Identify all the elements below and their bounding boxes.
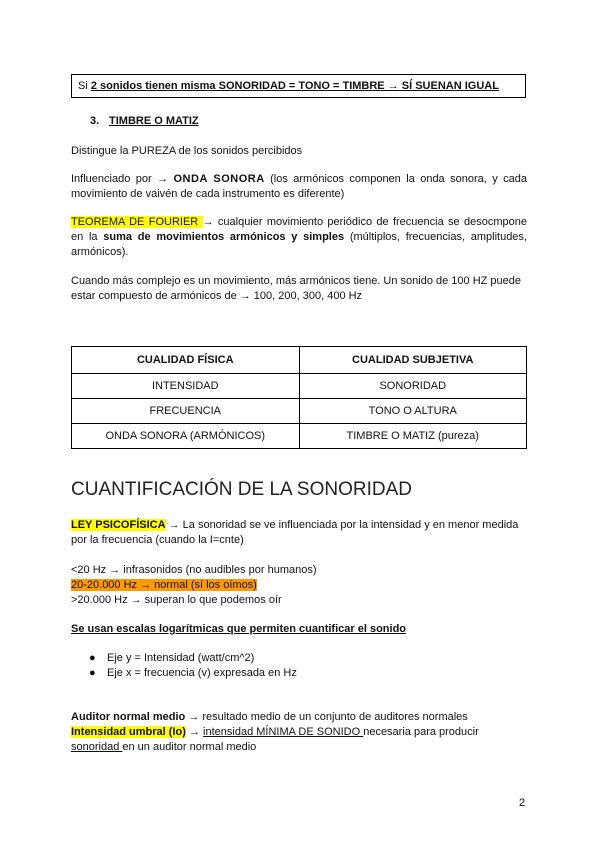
table-cell: ONDA SONORA (ARMÓNICOS)	[72, 424, 300, 449]
bullet-icon: ●	[89, 652, 96, 664]
fourier-bold-term: suma de movimientos armónicos y simples	[103, 231, 345, 243]
table-cell: TIMBRE O MATIZ (pureza)	[299, 424, 527, 449]
table-cell: FRECUENCIA	[72, 399, 300, 424]
fourier-text: → cualquier movimiento periódico de frecuencia se desocmpone en la	[71, 216, 527, 243]
bullet-icon: ●	[89, 667, 96, 679]
umbral-minima: intensidad MÍNIMA DE SONIDO	[203, 726, 364, 738]
boxed-note-statement: 2 sonidos tienen misma SONORIDAD = TONO = TIMBRE → SÍ SUENAN IGUAL	[90, 80, 499, 92]
list-item-text: Eje x = frecuencia (v) expresada en Hz	[107, 667, 297, 679]
table-cell: SONORIDAD	[299, 374, 527, 399]
header-fisica: CUALIDAD FÍSICA	[72, 347, 300, 374]
range-normal	[71, 578, 527, 593]
influenciado-text: Influenciado por →	[71, 173, 174, 185]
table-cell: INTENSIDAD	[72, 374, 300, 399]
ley-highlight: LEY PSICOFÍSICA	[71, 519, 166, 531]
paragraph-umbral	[71, 725, 527, 755]
paragraph-ley-psicofisica	[71, 518, 527, 548]
section-title-cuantificacion: CUANTIFICACIÓN DE LA SONORIDAD	[71, 479, 412, 500]
paragraph-pureza: Distingue la PUREZA de los sonidos percibidos	[71, 145, 303, 157]
umbral-arrow: →	[185, 726, 204, 738]
axes-list	[71, 651, 527, 681]
umbral-mid: necesaria para producir	[363, 726, 479, 738]
fourier-highlight: TEOREMA DE FOURIER	[71, 216, 203, 228]
header-subjetiva: CUALIDAD SUBJETIVA	[299, 347, 527, 374]
paragraph-escalas: Se usan escalas logarítmicas que permiten cuantificar el sonido	[71, 623, 407, 635]
section-heading	[90, 114, 199, 129]
umbral-sonoridad: sonoridad	[71, 741, 123, 753]
range-ultrasonidos: >20.000 Hz → superan lo que podemos oír	[71, 594, 282, 606]
auditor-term: Auditor normal medio	[71, 711, 186, 723]
section-title: TIMBRE O MATIZ	[109, 115, 199, 127]
paragraph-auditor	[71, 710, 527, 725]
qualities-table	[71, 346, 527, 449]
table-row	[72, 374, 527, 399]
table-cell: TONO O ALTURA	[299, 399, 527, 424]
onda-sonora-term: ONDA SONORA	[173, 173, 265, 185]
list-item-text: Eje y = Intensidad (watt/cm^2)	[107, 652, 255, 664]
list-item	[71, 651, 527, 666]
table-header-row	[72, 347, 527, 374]
list-item	[71, 666, 527, 681]
section-number: 3.	[90, 115, 100, 127]
fourier-detail: (múltiplos, frecuencias, amplitudes, armónicos).	[71, 231, 527, 258]
boxed-note	[71, 74, 526, 98]
paragraph-fourier	[71, 215, 527, 260]
umbral-end: en un auditor normal medio	[122, 741, 257, 753]
frequency-ranges	[71, 563, 527, 608]
range-infrasonidos: <20 Hz → infrasonidos (no audibles por humanos)	[71, 564, 317, 576]
influenciado-detail: (los armónicos componen la onda sonora, y cada movimiento de vaivén de cada instrumento es diferente)	[71, 173, 527, 200]
table-row	[72, 399, 527, 424]
paragraph-complejo: Cuando más complejo es un movimiento, más armónicos tiene. Un sonido de 100 HZ puede estar compuesto de armónicos de → 100, 200, 300, 400 Hz	[71, 275, 522, 302]
paragraph-influenciado	[71, 172, 527, 202]
range-normal-highlight: 20-20.000 Hz → normal (sí los oímos)	[71, 579, 257, 591]
boxed-note-prefix: Si	[78, 80, 91, 92]
page-number: 2	[519, 797, 526, 809]
umbral-highlight: Intensidad umbral (Io)	[71, 726, 186, 738]
ley-text: → La sonoridad se ve influenciada por la intensidad y en menor medida por la frecuencia (cuando la I=cnte)	[71, 519, 519, 546]
table-row	[72, 424, 527, 449]
auditor-text: → resultado medio de un conjunto de auditores normales	[185, 711, 468, 723]
